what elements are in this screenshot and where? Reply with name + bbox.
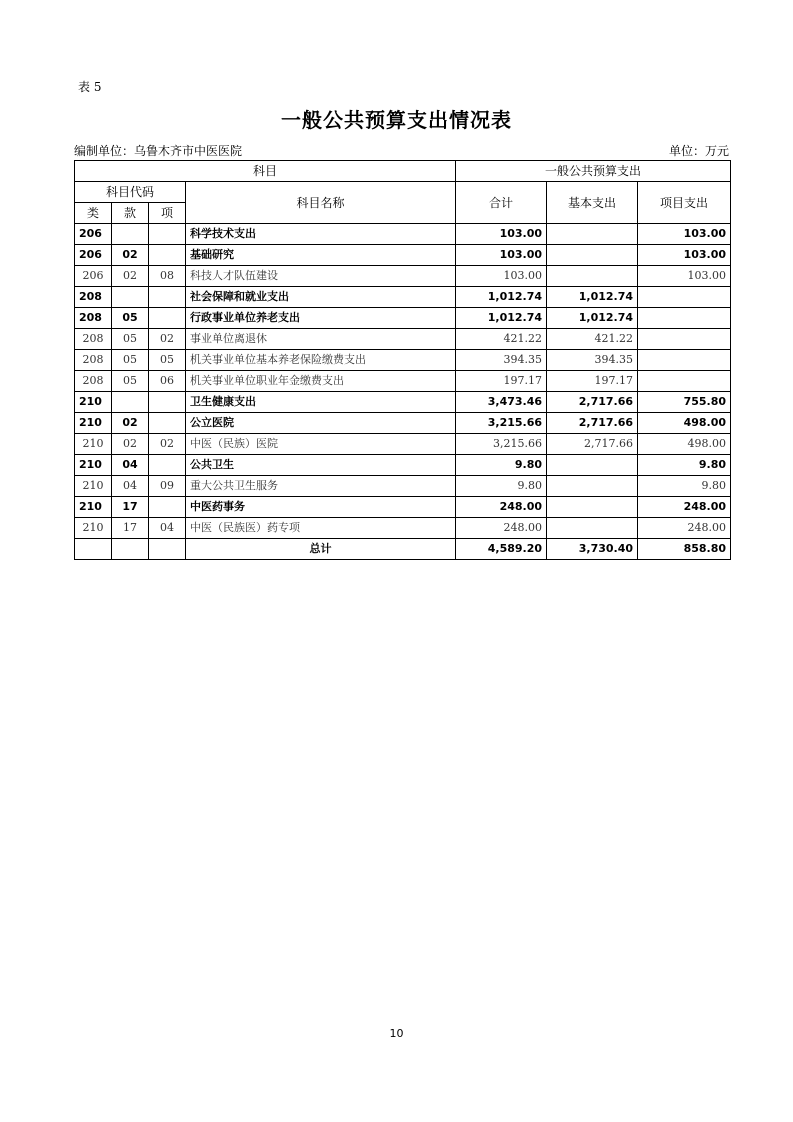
cell-project: 9.80 (638, 455, 731, 476)
cell-kuan (112, 392, 149, 413)
table-number: 表 5 (78, 80, 102, 94)
cell-basic (547, 266, 638, 287)
budget-table (74, 160, 731, 560)
cell-subject-name: 科学技术支出 (186, 224, 456, 245)
cell-kuan: 05 (112, 329, 149, 350)
header-row-2 (75, 182, 731, 203)
summary-row (75, 539, 731, 560)
cell-xiang: 09 (149, 476, 186, 497)
cell-total: 9.80 (456, 476, 547, 497)
cell-subject-name: 机关事业单位职业年金缴费支出 (186, 371, 456, 392)
cell-xiang: 08 (149, 266, 186, 287)
cell-kuan: 02 (112, 434, 149, 455)
cell-kuan (112, 287, 149, 308)
header-subject: 科目 (75, 161, 456, 182)
cell-kuan (112, 224, 149, 245)
cell-xiang (149, 287, 186, 308)
cell-total: 3,215.66 (456, 434, 547, 455)
page-number: 10 (389, 1027, 404, 1040)
cell-xiang (149, 497, 186, 518)
cell-project (638, 329, 731, 350)
cell-lei: 210 (75, 476, 112, 497)
cell-lei: 210 (75, 434, 112, 455)
cell-total: 421.22 (456, 329, 547, 350)
cell-subject-name: 行政事业单位养老支出 (186, 308, 456, 329)
cell-project (638, 350, 731, 371)
cell-xiang: 05 (149, 350, 186, 371)
header-kuan: 款 (112, 203, 149, 224)
cell-xiang (149, 308, 186, 329)
cell-subject-name: 重大公共卫生服务 (186, 476, 456, 497)
cell-lei: 206 (75, 245, 112, 266)
cell-basic: 1,012.74 (547, 308, 638, 329)
cell-subject-name: 基础研究 (186, 245, 456, 266)
header-subject-name: 科目名称 (186, 182, 456, 224)
cell-kuan: 02 (112, 413, 149, 434)
table-row (75, 434, 731, 455)
table-row (75, 224, 731, 245)
cell-basic: 394.35 (547, 350, 638, 371)
cell-basic: 2,717.66 (547, 434, 638, 455)
cell-project (638, 371, 731, 392)
table-row (75, 518, 731, 539)
table-row (75, 455, 731, 476)
cell-kuan: 05 (112, 308, 149, 329)
organization-label: 编制单位：乌鲁木齐市中医医院 (74, 144, 243, 158)
cell-project: 103.00 (638, 224, 731, 245)
header-subject-code: 科目代码 (75, 182, 186, 203)
table-row (75, 308, 731, 329)
header-total: 合计 (456, 182, 547, 224)
cell-empty (149, 539, 186, 560)
cell-total: 248.00 (456, 497, 547, 518)
cell-subject-name: 公立医院 (186, 413, 456, 434)
table-row (75, 287, 731, 308)
cell-basic: 197.17 (547, 371, 638, 392)
summary-basic: 3,730.40 (547, 539, 638, 560)
cell-lei: 208 (75, 287, 112, 308)
page-title: 一般公共预算支出情况表 (281, 108, 512, 132)
cell-project: 498.00 (638, 413, 731, 434)
cell-basic: 421.22 (547, 329, 638, 350)
cell-total: 3,473.46 (456, 392, 547, 413)
cell-kuan: 04 (112, 455, 149, 476)
cell-project: 498.00 (638, 434, 731, 455)
cell-basic (547, 224, 638, 245)
table-row (75, 329, 731, 350)
table-row (75, 350, 731, 371)
cell-lei: 210 (75, 455, 112, 476)
cell-basic (547, 497, 638, 518)
cell-subject-name: 中医（民族医）药专项 (186, 518, 456, 539)
cell-project: 9.80 (638, 476, 731, 497)
cell-basic: 1,012.74 (547, 287, 638, 308)
cell-subject-name: 中医药事务 (186, 497, 456, 518)
table-row (75, 371, 731, 392)
cell-project: 103.00 (638, 266, 731, 287)
cell-lei: 208 (75, 329, 112, 350)
cell-xiang: 02 (149, 434, 186, 455)
cell-kuan: 05 (112, 371, 149, 392)
cell-lei: 210 (75, 413, 112, 434)
cell-project: 248.00 (638, 518, 731, 539)
cell-xiang: 02 (149, 329, 186, 350)
cell-total: 103.00 (456, 224, 547, 245)
cell-subject-name: 事业单位离退休 (186, 329, 456, 350)
cell-total: 394.35 (456, 350, 547, 371)
cell-xiang: 06 (149, 371, 186, 392)
header-xiang: 项 (149, 203, 186, 224)
cell-xiang (149, 245, 186, 266)
header-general-budget: 一般公共预算支出 (456, 161, 731, 182)
table-row (75, 392, 731, 413)
cell-total: 248.00 (456, 518, 547, 539)
cell-kuan: 05 (112, 350, 149, 371)
table-row (75, 413, 731, 434)
cell-total: 9.80 (456, 455, 547, 476)
cell-lei: 206 (75, 266, 112, 287)
cell-lei: 210 (75, 392, 112, 413)
header-lei: 类 (75, 203, 112, 224)
cell-basic (547, 245, 638, 266)
cell-subject-name: 公共卫生 (186, 455, 456, 476)
cell-basic (547, 518, 638, 539)
unit-label: 单位：万元 (668, 144, 729, 158)
cell-subject-name: 卫生健康支出 (186, 392, 456, 413)
cell-lei: 210 (75, 497, 112, 518)
table-row (75, 245, 731, 266)
cell-kuan: 17 (112, 518, 149, 539)
cell-xiang (149, 455, 186, 476)
cell-project: 755.80 (638, 392, 731, 413)
cell-lei: 210 (75, 518, 112, 539)
cell-kuan: 02 (112, 266, 149, 287)
cell-empty (112, 539, 149, 560)
cell-total: 1,012.74 (456, 287, 547, 308)
cell-subject-name: 科技人才队伍建设 (186, 266, 456, 287)
cell-basic: 2,717.66 (547, 392, 638, 413)
cell-project (638, 308, 731, 329)
summary-total: 4,589.20 (456, 539, 547, 560)
cell-kuan: 17 (112, 497, 149, 518)
cell-basic (547, 476, 638, 497)
cell-lei: 208 (75, 308, 112, 329)
cell-subject-name: 中医（民族）医院 (186, 434, 456, 455)
table-row (75, 476, 731, 497)
cell-project: 248.00 (638, 497, 731, 518)
cell-total: 3,215.66 (456, 413, 547, 434)
cell-xiang (149, 392, 186, 413)
cell-kuan: 04 (112, 476, 149, 497)
cell-subject-name: 机关事业单位基本养老保险缴费支出 (186, 350, 456, 371)
cell-total: 103.00 (456, 266, 547, 287)
header-project: 项目支出 (638, 182, 731, 224)
cell-lei: 208 (75, 371, 112, 392)
cell-xiang (149, 224, 186, 245)
cell-subject-name: 社会保障和就业支出 (186, 287, 456, 308)
cell-basic (547, 455, 638, 476)
summary-label: 总计 (186, 539, 456, 560)
cell-total: 1,012.74 (456, 308, 547, 329)
header-basic: 基本支出 (547, 182, 638, 224)
table-row (75, 266, 731, 287)
cell-xiang (149, 413, 186, 434)
cell-lei: 206 (75, 224, 112, 245)
cell-basic: 2,717.66 (547, 413, 638, 434)
cell-project: 103.00 (638, 245, 731, 266)
cell-total: 103.00 (456, 245, 547, 266)
cell-project (638, 287, 731, 308)
summary-project: 858.80 (638, 539, 731, 560)
cell-total: 197.17 (456, 371, 547, 392)
cell-lei: 208 (75, 350, 112, 371)
header-row-1 (75, 161, 731, 182)
table-row (75, 497, 731, 518)
cell-kuan: 02 (112, 245, 149, 266)
cell-xiang: 04 (149, 518, 186, 539)
cell-empty (75, 539, 112, 560)
